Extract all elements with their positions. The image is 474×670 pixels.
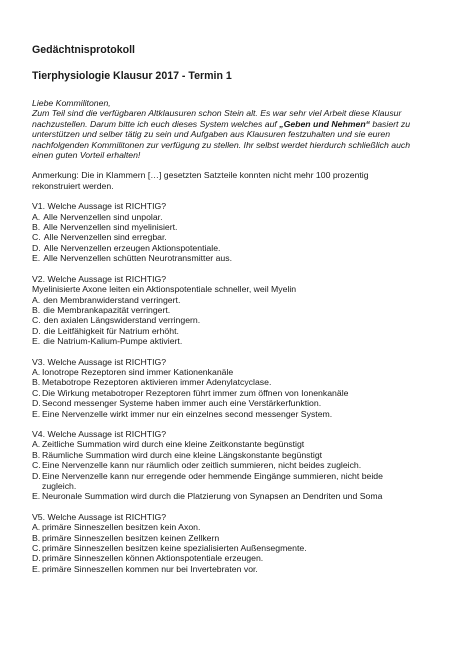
answer-text: primäre Sinneszellen besitzen keine spezialisierten Außensegmente.	[42, 543, 307, 554]
answer-list	[32, 522, 414, 574]
answer-text: den Membranwiderstand verringert.	[43, 294, 181, 305]
answer-text: die Leitfähigkeit für Natrium erhöht.	[43, 325, 179, 336]
question-v3	[32, 357, 414, 419]
answer-option	[32, 522, 414, 532]
question-v1	[32, 201, 414, 263]
answer-list	[32, 439, 414, 501]
answer-list	[32, 212, 414, 264]
question-title: V2. Welche Aussage ist RICHTIG?	[32, 273, 167, 284]
answer-letter: A.	[32, 366, 41, 377]
answer-letter: B.	[32, 532, 41, 543]
answer-text: Eine Nervenzelle kann nur erregende oder hemmende Eingänge summieren, nicht beide zugleich.	[42, 470, 383, 491]
answer-letter: D.	[32, 398, 41, 409]
answer-letter: E.	[32, 563, 41, 574]
answer-text: primäre Sinneszellen besitzen kein Axon.	[42, 522, 201, 533]
answer-letter: E.	[32, 491, 41, 502]
answer-text: Alle Nervenzellen schütten Neurotransmitter aus.	[43, 253, 233, 264]
answer-text: Alle Nervenzellen sind erregbar.	[43, 232, 167, 243]
answer-text: primäre Sinneszellen können Aktionspotentiale erzeugen.	[42, 553, 264, 564]
answer-option	[32, 315, 414, 325]
answer-option	[32, 450, 414, 460]
answer-option	[32, 253, 414, 263]
answer-option	[32, 533, 414, 543]
answer-letter: C.	[32, 315, 41, 326]
answer-letter: A.	[32, 211, 41, 222]
answer-option	[32, 336, 414, 346]
question-title: V4. Welche Aussage ist RICHTIG?	[32, 428, 167, 439]
question-title: V3. Welche Aussage ist RICHTIG?	[32, 356, 167, 367]
answer-option	[32, 232, 414, 242]
answer-letter: B.	[32, 449, 41, 460]
answer-option	[32, 398, 414, 408]
answer-option	[32, 491, 414, 501]
answer-text: Ionotrope Rezeptoren sind immer Kationenkanäle	[42, 366, 234, 377]
question-v4	[32, 429, 414, 502]
question-title: V5. Welche Aussage ist RICHTIG?	[32, 511, 167, 522]
answer-letter: D.	[32, 242, 41, 253]
answer-option	[32, 377, 414, 387]
answer-letter: C.	[32, 232, 41, 243]
question-v5	[32, 512, 414, 574]
intro-text-before: Zum Teil sind die verfügbaren Altklausuren schon Stein alt. Es war sehr viel Arbeit diese Klausur nachzustellen. Darum bitte ich euch dieses System welches auf	[32, 108, 402, 129]
answer-letter: D.	[32, 325, 41, 336]
answer-list	[32, 367, 414, 419]
answer-letter: C.	[32, 543, 41, 554]
answer-option	[32, 409, 414, 419]
answer-letter: D.	[32, 470, 41, 481]
answer-letter: C.	[32, 460, 41, 471]
answer-text: Räumliche Summation wird durch eine kleine Längskonstante begünstigt	[42, 449, 323, 460]
answer-text: Metabotrope Rezeptoren aktivieren immer Adenylatcyclase.	[42, 377, 272, 388]
answer-text: Neuronale Summation wird durch die Platzierung von Synapsen an Dendriten und Soma	[42, 491, 383, 502]
answer-option	[32, 222, 414, 232]
answer-list	[32, 295, 414, 347]
document-title: Gedächtnisprotokoll	[32, 44, 136, 56]
answer-text: die Membrankapazität verringert.	[43, 304, 171, 315]
answer-option	[32, 439, 414, 449]
answer-option	[32, 471, 414, 492]
answer-text: die Natrium-Kalium-Pumpe aktiviert.	[43, 336, 183, 347]
answer-text: Zeitliche Summation wird durch eine kleine Zeitkonstante begünstigt	[42, 439, 305, 450]
answer-option	[32, 326, 414, 336]
answer-letter: B.	[32, 304, 41, 315]
answer-option	[32, 243, 414, 253]
answer-option	[32, 564, 414, 574]
answer-text: Alle Nervenzellen sind myelinisiert.	[43, 222, 178, 233]
answer-option	[32, 388, 414, 398]
answer-letter: B.	[32, 377, 41, 388]
question-v2	[32, 274, 414, 347]
answer-letter: A.	[32, 522, 41, 533]
answer-text: primäre Sinneszellen kommen nur bei Invertebraten vor.	[42, 563, 258, 574]
answer-text: Die Wirkung metabotroper Rezeptoren führt immer zum öffnen von Ionenkanäle	[42, 387, 349, 398]
answer-letter: A.	[32, 439, 41, 450]
answer-option	[32, 367, 414, 377]
answer-letter: A.	[32, 294, 41, 305]
answer-letter: C.	[32, 387, 41, 398]
reconstruction-note: Anmerkung: Die in Klammern […] gesetzten Satzteile konnten nicht mehr 100 prozentig rekonstruiert werden.	[32, 170, 369, 191]
intro-bold-phrase: „Geben und Nehmen“	[279, 118, 370, 129]
answer-letter: E.	[32, 253, 41, 264]
answer-text: Alle Nervenzellen sind unpolar.	[43, 211, 163, 222]
answer-option	[32, 212, 414, 222]
answer-option	[32, 553, 414, 563]
answer-text: den axialen Längswiderstand verringern.	[43, 315, 201, 326]
intro-greeting: Liebe Kommilitonen,	[32, 98, 111, 108]
answer-option	[32, 305, 414, 315]
intro-text	[32, 108, 414, 160]
answer-text: Eine Nervenzelle wirkt immer nur ein einzelnes second messenger System.	[42, 408, 333, 419]
answer-letter: E.	[32, 336, 41, 347]
answer-option	[32, 460, 414, 470]
answer-option	[32, 543, 414, 553]
answer-text: Alle Nervenzellen erzeugen Aktionspotentiale.	[43, 242, 221, 253]
question-context: Myelinisierte Axone leiten ein Aktionspotentiale schneller, weil Myelin	[32, 284, 297, 295]
answer-letter: B.	[32, 222, 41, 233]
answer-letter: D.	[32, 553, 41, 564]
answer-text: primäre Sinneszellen besitzen keinen Zellkern	[42, 532, 220, 543]
question-title: V1. Welche Aussage ist RICHTIG?	[32, 201, 167, 212]
answer-text: Second messenger Systeme haben immer auch eine Verstärkerfunktion.	[42, 398, 322, 409]
answer-option	[32, 295, 414, 305]
answer-letter: E.	[32, 408, 41, 419]
answer-text: Eine Nervenzelle kann nur räumlich oder zeitlich summieren, nicht beides zugleich.	[42, 460, 362, 471]
document-subtitle: Tierphysiologie Klausur 2017 - Termin 1	[32, 70, 232, 82]
intro-text-after: basiert zu unterstützen und selber tätig zu sein und Aufgaben aus Klausuren festzuhalten und sie euren nachfolgenden Kommilitonen zur verfügung zu stellen. Ihr selbst werdet hierdurch schließlich auch einen guten Vorteil erhalten!	[32, 118, 411, 161]
intro-paragraph	[32, 98, 414, 160]
